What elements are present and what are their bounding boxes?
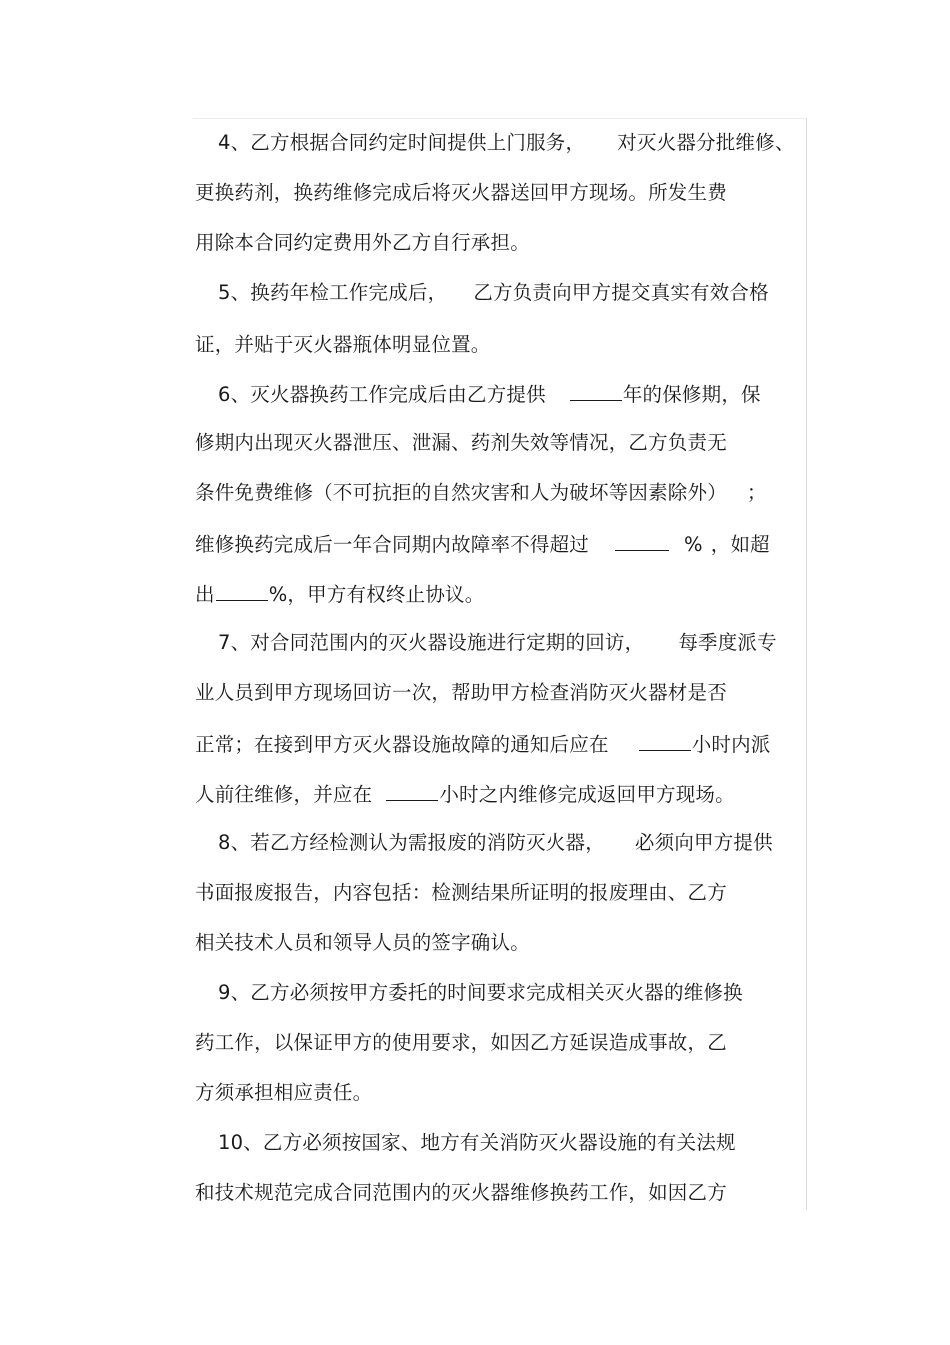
text-segment: ； [746, 481, 767, 504]
clause-6-line-5 [195, 578, 807, 608]
clause-10-line-2 [195, 1178, 807, 1208]
clause-6-line-3 [195, 478, 807, 508]
clause-9-line-2 [195, 1028, 807, 1058]
text-segment: 相关技术人员和领导人员的签字确认。 [195, 931, 530, 954]
text-segment: 维修换药完成后一年合同期内故障率不得超过 [195, 533, 590, 556]
fill-blank-failure-rate [615, 528, 669, 551]
text-segment: 每季度派专 [678, 631, 777, 654]
text-segment: 小时之内维修完成返回甲方现场。 [439, 783, 735, 806]
clause-9-line-1 [218, 978, 807, 1008]
text-segment: 业人员到甲方现场回访一次，帮助甲方检查消防灭火器材是否 [195, 681, 727, 704]
text-segment: 更换药剂，换药维修完成后将灭火器送回甲方现场。所发生费 [195, 181, 727, 204]
clause-4-line-2 [195, 178, 807, 208]
clause-8-line-3 [195, 928, 807, 958]
clause-6-line-1 [218, 378, 807, 408]
text-segment: 必须向甲方提供 [634, 831, 773, 854]
fill-blank-exceed-rate [216, 578, 268, 601]
text-segment: % [684, 533, 703, 556]
text-segment: 人前往维修，并应在 [195, 783, 373, 806]
text-segment: 条件免费维修（不可抗拒的自然灾害和人为破坏等因素除外） [195, 481, 727, 504]
text-segment: 方须承担相应责任。 [195, 1081, 373, 1104]
clause-5-line-1 [218, 278, 807, 308]
text-segment: 用除本合同约定费用外乙方自行承担。 [195, 231, 530, 254]
clause-7-line-2 [195, 678, 807, 708]
text-segment: 7、对合同范围内的灭火器设施进行定期的回访， [218, 631, 645, 654]
text-segment: 乙方负责向甲方提交真实有效合格 [473, 281, 769, 304]
text-segment: 小时内派 [691, 733, 771, 756]
clause-7-line-3 [195, 728, 807, 758]
clause-9-line-3 [195, 1078, 807, 1108]
text-segment: 8、若乙方经检测认为需报废的消防灭火器， [218, 831, 605, 854]
clause-8-line-2 [195, 878, 807, 908]
clause-10-line-1 [218, 1128, 807, 1158]
clause-6-line-4 [195, 528, 807, 558]
text-segment: 9、乙方必须按甲方委托的时间要求完成相关灭火器的维修换 [218, 981, 743, 1004]
text-segment: 书面报废报告，内容包括：检测结果所证明的报废理由、乙方 [195, 881, 727, 904]
text-segment: 药工作，以保证甲方的使用要求，如因乙方延误造成事故，乙 [195, 1031, 727, 1054]
text-segment: 对灭火器分批维修、 [617, 131, 795, 154]
text-segment: 和技术规范完成合同范围内的灭火器维修换药工作，如因乙方 [195, 1181, 727, 1204]
clause-7-line-4 [195, 778, 807, 808]
text-segment: 年的保修期，保 [622, 383, 761, 406]
text-segment: 正常；在接到甲方灭火器设施故障的通知后应在 [195, 733, 609, 756]
clause-5-line-2 [195, 330, 807, 360]
text-segment: 修期内出现灭火器泄压、泄漏、药剂失效等情况，乙方负责无 [195, 431, 727, 454]
clause-8-line-1 [218, 828, 807, 858]
text-segment: 4、乙方根据合同约定时间提供上门服务， [218, 131, 586, 154]
clause-4-line-1 [218, 128, 807, 158]
clause-7-line-1 [218, 628, 807, 658]
clause-6-line-2 [195, 428, 807, 458]
text-segment: 6、灭火器换药工作完成后由乙方提供 [218, 383, 546, 406]
text-segment: 证，并贴于灭火器瓶体明显位置。 [195, 333, 491, 356]
fill-blank-response-hours [639, 728, 691, 751]
fill-blank-warranty-years [570, 378, 622, 401]
text-segment: 10、乙方必须按国家、地方有关消防灭火器设施的有关法规 [218, 1131, 736, 1154]
fill-blank-repair-hours [386, 778, 438, 801]
clause-4-line-3 [195, 228, 807, 258]
text-segment: %，甲方有权终止协议。 [268, 583, 485, 606]
text-segment: 5、换药年检工作完成后， [218, 281, 448, 304]
text-segment: 出 [195, 583, 215, 606]
text-segment: ，如超 [710, 533, 770, 556]
